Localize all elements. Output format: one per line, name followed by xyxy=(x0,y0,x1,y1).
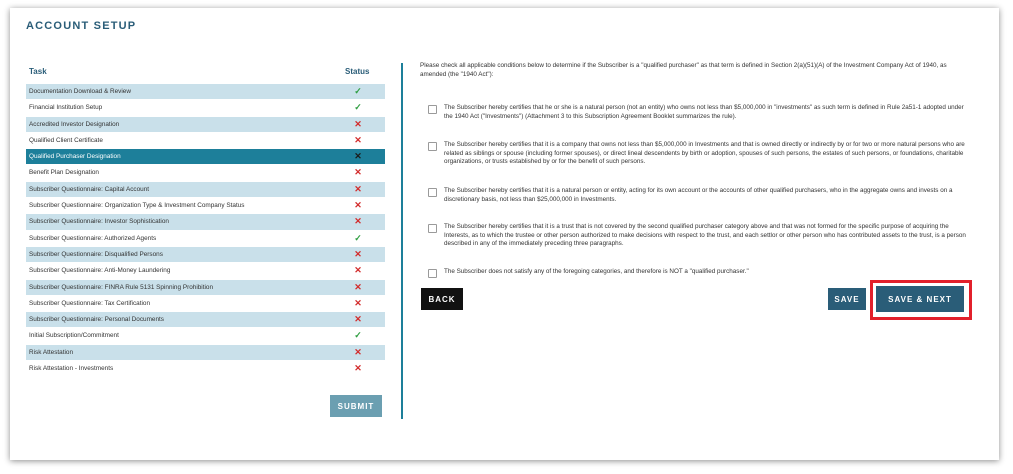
option-checkbox[interactable] xyxy=(428,105,437,114)
status-cross-icon: ✕ xyxy=(354,346,362,357)
status-cross-icon: ✕ xyxy=(354,363,362,374)
task-row[interactable] xyxy=(26,231,385,246)
task-label: Initial Subscription/Commitment xyxy=(29,332,119,340)
status-cross-icon: ✕ xyxy=(354,151,362,162)
status-check-icon: ✓ xyxy=(354,232,362,243)
option-checkbox[interactable] xyxy=(428,142,437,151)
status-cross-icon: ✕ xyxy=(354,134,362,145)
task-column-header: Task xyxy=(29,67,47,76)
status-cross-icon: ✕ xyxy=(354,248,362,259)
status-cross-icon: ✕ xyxy=(354,314,362,325)
status-cross-icon: ✕ xyxy=(354,216,362,227)
task-row[interactable] xyxy=(26,247,385,262)
save-and-next-button[interactable]: SAVE & NEXT xyxy=(876,286,964,312)
task-label: Subscriber Questionnaire: FINRA Rule 5131 Spinning Prohibition xyxy=(29,283,214,291)
task-label: Subscriber Questionnaire: Organization Type & Investment Company Status xyxy=(29,202,245,210)
task-list xyxy=(26,84,385,377)
submit-button[interactable]: SUBMIT xyxy=(330,395,382,417)
task-row[interactable] xyxy=(26,133,385,148)
task-label: Accredited Investor Designation xyxy=(29,120,120,128)
task-table-header xyxy=(26,67,385,81)
status-cross-icon: ✕ xyxy=(354,167,362,178)
task-label: Subscriber Questionnaire: Authorized Agents xyxy=(29,234,157,242)
status-cross-icon: ✕ xyxy=(354,297,362,308)
task-row[interactable] xyxy=(26,182,385,197)
option-text: The Subscriber hereby certifies that he or she is a natural person (not an entity) who owns not less than $5,000,000 in "investments" as such term is defined in Rule 2a51-1 adopted under the 1940 Act ("Investments") (Attachment 3 to this Subscription Agreement Booklet summarizes the rule). xyxy=(444,104,964,120)
vertical-divider xyxy=(401,63,403,419)
status-cross-icon: ✕ xyxy=(354,118,362,129)
task-label: Subscriber Questionnaire: Tax Certification xyxy=(29,299,151,307)
option-text: The Subscriber hereby certifies that it is a natural person or entity, acting for its own account or the accounts of other qualified purchasers, who in the aggregate owns and invests on a discretionary basis, not less than $25,000,000 in Investments. xyxy=(444,187,953,203)
task-row[interactable] xyxy=(26,328,385,343)
task-row[interactable] xyxy=(26,280,385,295)
status-check-icon: ✓ xyxy=(354,330,362,341)
task-label: Benefit Plan Designation xyxy=(29,169,99,177)
status-cross-icon: ✕ xyxy=(354,200,362,211)
task-row[interactable] xyxy=(26,361,385,376)
task-row-selected[interactable] xyxy=(26,149,385,164)
status-cross-icon: ✕ xyxy=(354,265,362,276)
task-row[interactable] xyxy=(26,312,385,327)
option-checkbox[interactable] xyxy=(428,188,437,197)
task-label: Subscriber Questionnaire: Anti-Money Laundering xyxy=(29,267,171,275)
status-cross-icon: ✕ xyxy=(354,281,362,292)
task-label: Subscriber Questionnaire: Capital Account xyxy=(29,185,150,193)
task-label: Qualified Client Certificate xyxy=(29,136,103,144)
task-label: Subscriber Questionnaire: Personal Documents xyxy=(29,316,164,324)
option-text: The Subscriber does not satisfy any of the foregoing categories, and therefore is NOT a "qualified purchaser." xyxy=(444,268,749,275)
task-row[interactable] xyxy=(26,198,385,213)
save-button[interactable]: SAVE xyxy=(828,288,866,310)
option-text: The Subscriber hereby certifies that it is a company that owns not less than $5,000,000 in Investments and that is owned directly or indirectly by or for two or more natural persons who are related as siblings or spouse (including former spouses), or direct lineal descendents by birth or adoption, spouses of such persons, the estates of such persons, or foundations, charitable organizations, or trusts established by or for the benefit of such persons. xyxy=(444,141,965,165)
task-row[interactable] xyxy=(26,263,385,278)
task-label: Risk Attestation - Investments xyxy=(29,365,114,373)
option-checkbox[interactable] xyxy=(428,224,437,233)
option-checkbox[interactable] xyxy=(428,269,437,278)
qualified-purchaser-intro: Please check all applicable conditions below to determine if the Subscriber is a "qualified purchaser" as that term is defined in Section 2(a)(51)(A) of the Investment Company Act of 1940, as amended (the "1940 Act"): xyxy=(420,62,947,78)
back-button[interactable]: BACK xyxy=(421,288,463,310)
task-label: Financial Institution Setup xyxy=(29,104,103,112)
status-check-icon: ✓ xyxy=(354,86,362,96)
status-cross-icon: ✕ xyxy=(354,183,362,194)
task-row[interactable] xyxy=(26,117,385,132)
task-label: Subscriber Questionnaire: Investor Sophistication xyxy=(29,218,169,226)
task-row[interactable] xyxy=(26,345,385,360)
task-label: Qualified Purchaser Designation xyxy=(29,153,121,161)
task-row[interactable] xyxy=(26,214,385,229)
task-row[interactable] xyxy=(26,84,385,99)
task-label: Documentation Download & Review xyxy=(29,88,131,95)
task-row[interactable] xyxy=(26,165,385,180)
task-row[interactable] xyxy=(26,100,385,115)
option-text: The Subscriber hereby certifies that it is a trust that is not covered by the second qualified purchaser category above and that was not formed for the specific purpose of acquiring the Interests, as to which the trustee or other person authorized to make decisions with respect to the trust, and each settlor or other person who has contributed assets to the trust, is a person described in any of the immediately preceding three paragraphs. xyxy=(444,223,966,247)
status-check-icon: ✓ xyxy=(354,102,362,113)
task-label: Risk Attestation xyxy=(29,348,74,356)
task-row[interactable] xyxy=(26,296,385,311)
status-column-header: Status xyxy=(345,67,370,76)
page-title: ACCOUNT SETUP xyxy=(26,20,137,32)
task-label: Subscriber Questionnaire: Disqualified Persons xyxy=(29,250,163,258)
